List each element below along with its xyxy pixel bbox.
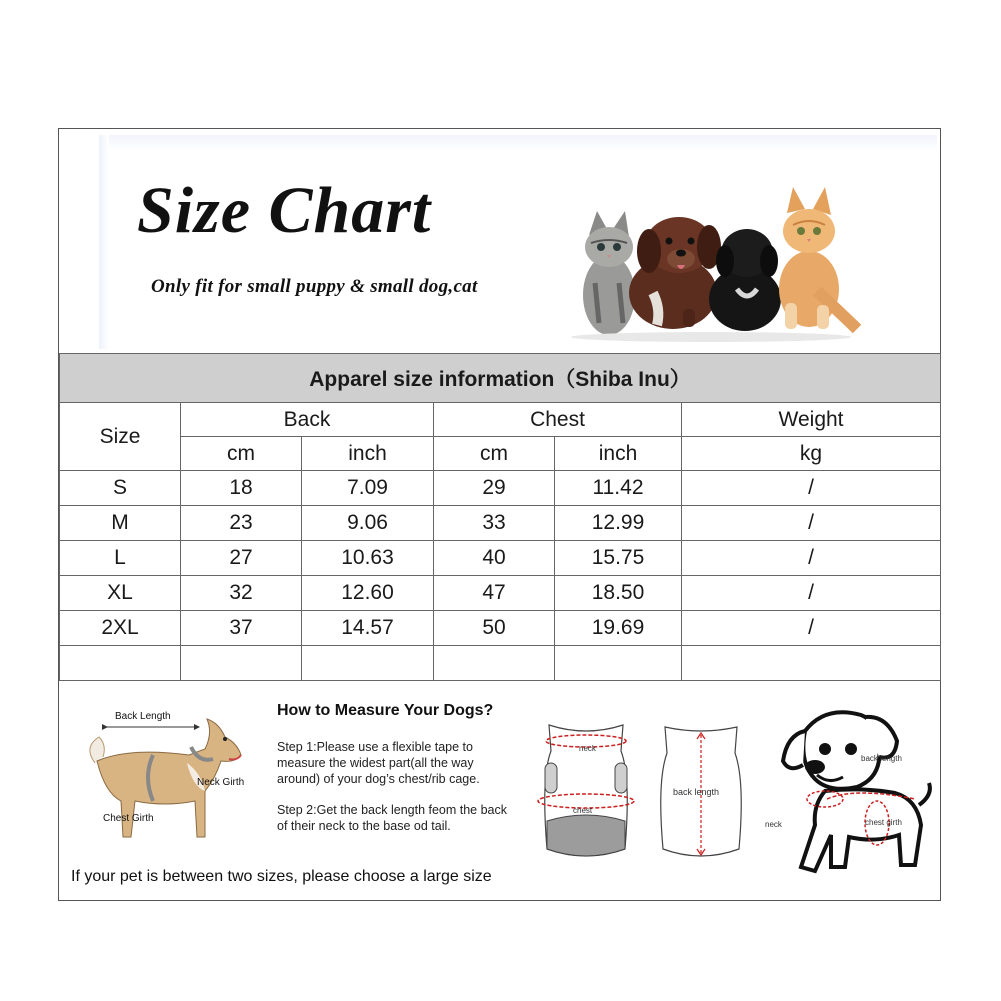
- step-2-text: Step 2:Get the back length feom the back of their neck to the base od tail.: [277, 803, 508, 833]
- table-row: [60, 471, 941, 506]
- tabby-kitten-image: [583, 211, 635, 335]
- table-cell: 32: [181, 576, 302, 611]
- table-cell: 29: [434, 471, 555, 506]
- size-tip: If your pet is between two sizes, please choose a large size: [71, 868, 492, 885]
- table-cell: 12.60: [302, 576, 434, 611]
- chest-girth-label: Chest Girth: [103, 813, 154, 824]
- weight-group-header: Weight: [682, 403, 941, 437]
- vest-front-diagram: [531, 717, 641, 867]
- table-cell: 11.42: [555, 471, 682, 506]
- table-cell: /: [682, 471, 941, 506]
- table-caption-row: [60, 354, 941, 403]
- vest-back-length-label: back length: [673, 787, 720, 797]
- size-table: [59, 353, 941, 681]
- chest-group-header: Chest: [434, 403, 682, 437]
- table-cell: 2XL: [60, 611, 181, 646]
- table-cell: 27: [181, 541, 302, 576]
- puppy-chest-girth-label: chest girth: [865, 818, 902, 827]
- table-cell: 10.63: [302, 541, 434, 576]
- table-cell: L: [60, 541, 181, 576]
- table-cell: 50: [434, 611, 555, 646]
- unit-header: cm: [434, 437, 555, 471]
- table-units-row: [60, 437, 941, 471]
- table-empty-row: [60, 646, 941, 681]
- page-title: Size Chart: [137, 174, 432, 247]
- header-banner: [99, 135, 937, 349]
- puppy-diagram: [765, 695, 935, 885]
- table-cell: 33: [434, 506, 555, 541]
- size-column-header: Size: [60, 403, 181, 471]
- howto-title: How to Measure Your Dogs?: [277, 702, 494, 719]
- orange-kitten-image: [779, 187, 857, 329]
- vest-chest-label: chest: [573, 806, 593, 815]
- shiba-diagram: [69, 697, 259, 857]
- step-1-text: Step 1:Please use a flexible tape to measure the widest part(all the way around) of your dog’s chest/rib cage.: [277, 740, 480, 786]
- table-cell: /: [682, 541, 941, 576]
- table-cell: 7.09: [302, 471, 434, 506]
- table-cell: XL: [60, 576, 181, 611]
- table-cell: /: [682, 506, 941, 541]
- table-cell: 37: [181, 611, 302, 646]
- table-caption: Apparel size information（Shiba Inu）: [60, 354, 941, 403]
- table-cell: /: [682, 611, 941, 646]
- size-chart-frame: [58, 128, 941, 901]
- puppy-back-length-label: back length: [861, 754, 902, 763]
- table-cell: 12.99: [555, 506, 682, 541]
- neck-girth-label: Neck Girth: [197, 777, 245, 788]
- table-row: [60, 506, 941, 541]
- measure-instructions: [59, 685, 940, 900]
- puppy-neck-label: neck: [765, 820, 782, 829]
- unit-header: cm: [181, 437, 302, 471]
- table-cell: M: [60, 506, 181, 541]
- table-cell: 18: [181, 471, 302, 506]
- brown-puppy-image: [629, 217, 721, 329]
- vest-back-diagram: [651, 721, 751, 867]
- table-header-row: [60, 403, 941, 437]
- table-cell: 15.75: [555, 541, 682, 576]
- table-cell: 18.50: [555, 576, 682, 611]
- table-row: [60, 611, 941, 646]
- table-cell: 14.57: [302, 611, 434, 646]
- table-cell: S: [60, 471, 181, 506]
- back-length-label: Back Length: [115, 711, 171, 722]
- back-group-header: Back: [181, 403, 434, 437]
- table-cell: /: [682, 576, 941, 611]
- vest-neck-label: neck: [579, 744, 596, 753]
- table-row: [60, 541, 941, 576]
- table-row: [60, 576, 941, 611]
- page-subtitle: Only fit for small puppy & small dog,cat: [151, 276, 478, 297]
- table-cell: 23: [181, 506, 302, 541]
- table-cell: 19.69: [555, 611, 682, 646]
- table-cell: 40: [434, 541, 555, 576]
- unit-header: kg: [682, 437, 941, 471]
- unit-header: inch: [555, 437, 682, 471]
- table-cell: 47: [434, 576, 555, 611]
- pets-photo: [561, 173, 861, 343]
- table-cell: 9.06: [302, 506, 434, 541]
- unit-header: inch: [302, 437, 434, 471]
